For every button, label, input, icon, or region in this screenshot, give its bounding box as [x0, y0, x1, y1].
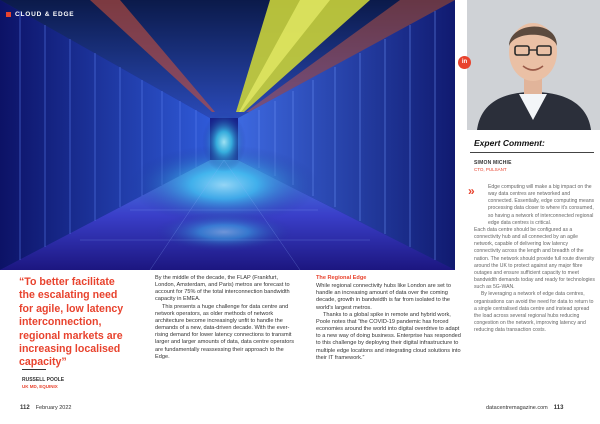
quote-attribution-role: UK MD, EQUINIX [22, 384, 58, 389]
expert-role: CTO, PULSANT [474, 167, 507, 172]
section-label: CLOUD & EDGE [15, 11, 75, 18]
article-paragraph: This presents a huge challenge for data centre and network operators, as older methods of network architecture become increasingly unfit to handle the demands of a new, data-driven decade. With the ever-rising demand for lower latency connections to transmit larger and larger amounts of data, data centre operators are fundamentally reassessing their approach to the Edge. [155, 303, 294, 360]
linkedin-icon[interactable]: in [458, 56, 471, 69]
expert-comment-heading: Expert Comment: [474, 138, 545, 148]
expert-paragraph: Each data centre should be configured as a connectivity hub and all connected by an agile network, capable of delivering low latency connectivity across the length and breadth of the nation. The network should provide full route diversity around the UK to protect against any major fibre outages and ensure sufficient capacity to meet bandwidth demands today and ready for technologies such as 5G-WAN. [474, 227, 595, 291]
page-number: 112 [20, 405, 30, 411]
divider [470, 152, 594, 153]
expert-paragraph: By leveraging a network of edge data centres, organisations can avoid the need for data to return to a single centralised data centre and instead spread the load across several regional hubs reducing congestion on the network, improving latency and reducing data transaction costs. [474, 291, 594, 334]
expert-intro-paragraph: Edge computing will make a big impact on the way data centres are networked and connected. Essentially, edge computing means processing data closer to where it's consumed, so having a network of interconnected regional edge data centres is critical. [488, 184, 595, 226]
site-url[interactable]: datacentremagazine.com [486, 405, 548, 411]
article-column-1 [155, 275, 298, 361]
expert-comment-intro [488, 184, 596, 227]
article-column-2 [316, 275, 461, 362]
chevron-right-icon: » [468, 184, 473, 198]
quote-attribution-name: RUSSELL POOLE [22, 377, 65, 383]
article-subheading: The Regional Edge [316, 275, 367, 281]
expert-name: SIMON MICHIE [474, 160, 512, 166]
divider [22, 369, 46, 370]
expert-comment-body [474, 227, 595, 334]
pull-quote: “To better facilitate the escalating need for agile, low latency interconnection, regional markets are increasing localised capacity” [19, 276, 124, 369]
footer-left [20, 405, 71, 411]
expert-portrait [467, 0, 600, 130]
article-paragraph: While regional connectivity hubs like London are set to handle an increasing amount of data over the coming decade, growth in bandwidth is far from isolated to the world's largest metros. [316, 283, 451, 311]
hero-image [0, 0, 455, 270]
article-paragraph: Thanks to a global spike in remote and hybrid work, Poole notes that “the COVID-19 pandemic has forced economies around the world into digital overdrive to adapt to a new way of doing business. Enterprise has responded to this challenge by deploying their digital infrastructure to multiple edge locations and integrating cloud solutions into their IT framework.” [316, 311, 461, 361]
section-tag [6, 11, 74, 18]
section-marker-icon [6, 12, 11, 17]
article-paragraph: By the middle of the decade, the FLAP (Frankfurt, London, Amsterdam, and Paris) metros are forecast to account for 75% of the total interconnection bandwidth capacity in EMEA. [155, 275, 290, 303]
page-number: 113 [553, 405, 564, 411]
issue-date: February 2022 [35, 405, 72, 411]
footer-right [486, 405, 563, 411]
